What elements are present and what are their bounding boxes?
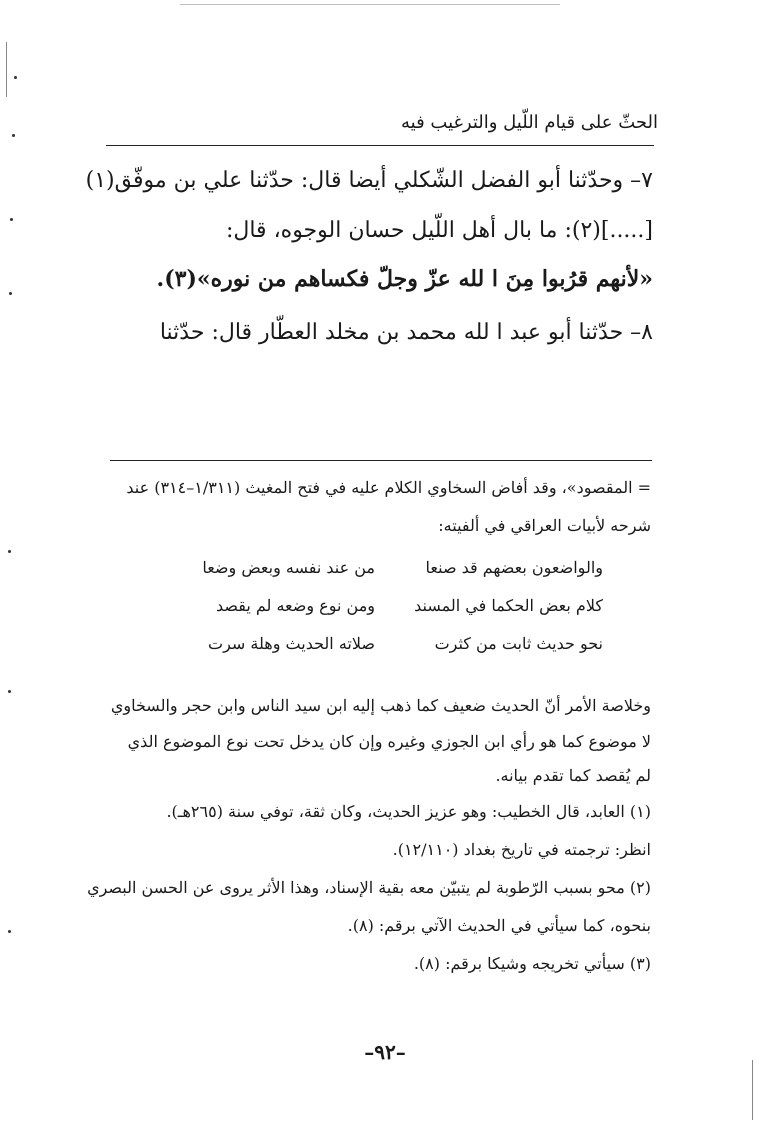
scan-speck: [8, 550, 11, 553]
footnote-conclusion-line: وخلاصة الأمر أنّ الحديث ضعيف كما ذهب إليه ابن سيد الناس وابن حجر والسخاوي: [110, 696, 651, 715]
footnote-continuation-line: = المقصود»، وقد أفاض السخاوي الكلام عليه في فتح المغيث (١/٣١١–٣١٤) عند: [126, 478, 651, 497]
footnote-1-continuation: انظر: ترجمته في تاريخ بغداد (١٢/١١٠).: [392, 840, 651, 859]
scan-margin-mark: [6, 42, 7, 97]
footnote-conclusion-line: لم يُقصد كما تقدم بيانه.: [495, 766, 651, 785]
body-line-4: ٨– حدّثنا أبو عبد ا لله محمد بن مخلد العطّار قال: حدّثنا: [159, 320, 653, 345]
footnote-2-continuation: بنحوه، كما سيأتي في الحديث الآتي برقم: (٨).: [347, 916, 651, 935]
scan-speck: [12, 134, 15, 137]
body-line-1: ٧– وحدّثنا أبو الفضل الشّكلي أيضا قال: حدّثنا علي بن موفّق(١): [85, 168, 653, 193]
running-header: الحثّ على قيام اللّيل والترغيب فيه: [400, 112, 658, 133]
body-line-2: [.....](٢): ما بال أهل اللّيل حسان الوجوه، قال:: [225, 218, 653, 243]
verse-hemistich-second: صلاته الحديث وهلة سرت: [208, 634, 375, 653]
footnote-continuation-line: شرحه لأبيات العراقي في ألفيته:: [438, 516, 651, 535]
page-number: –٩٢–: [364, 1040, 406, 1064]
verse-hemistich-second: من عند نفسه وبعض وضعا: [202, 558, 375, 577]
verse-hemistich-second: ومن نوع وضعه لم يقصد: [215, 596, 375, 615]
scan-edge-line: [180, 4, 560, 5]
verse-hemistich-first: كلام بعض الحكما في المسند: [414, 596, 603, 615]
footnote-1: (١) العابد، قال الخطيب: وهو عزيز الحديث، وكان ثقة، توفي سنة (٢٦٥هـ).: [166, 802, 651, 821]
verse-hemistich-first: نحو حديث ثابت من كثرت: [434, 634, 603, 653]
body-line-3: «لأنهم قرُبوا مِنَ ا لله عزّ وجلّ فكساهم من نوره»(٣).: [156, 266, 653, 292]
scan-margin-mark: [752, 1060, 753, 1120]
header-rule: [106, 145, 654, 146]
verse-hemistich-first: والواضعون بعضهم قد صنعا: [425, 558, 603, 577]
scan-speck: [8, 930, 11, 933]
footnote-3: (٣) سيأتي تخريجه وشيكا برقم: (٨).: [413, 954, 651, 973]
scan-speck: [10, 218, 13, 221]
footnote-2: (٢) محو بسبب الرّطوبة لم يتبيّن معه بقية الإسناد، وهذا الأثر يروى عن الحسن البصري: [87, 878, 651, 897]
scan-speck: [8, 690, 11, 693]
scan-speck: [9, 292, 12, 295]
footnote-conclusion-line: لا موضوع كما هو رأي ابن الجوزي وغيره وإن كان يدخل تحت نوع الموضوع الذي: [127, 732, 651, 751]
scan-speck: [14, 76, 17, 79]
footnote-rule: [110, 460, 652, 461]
